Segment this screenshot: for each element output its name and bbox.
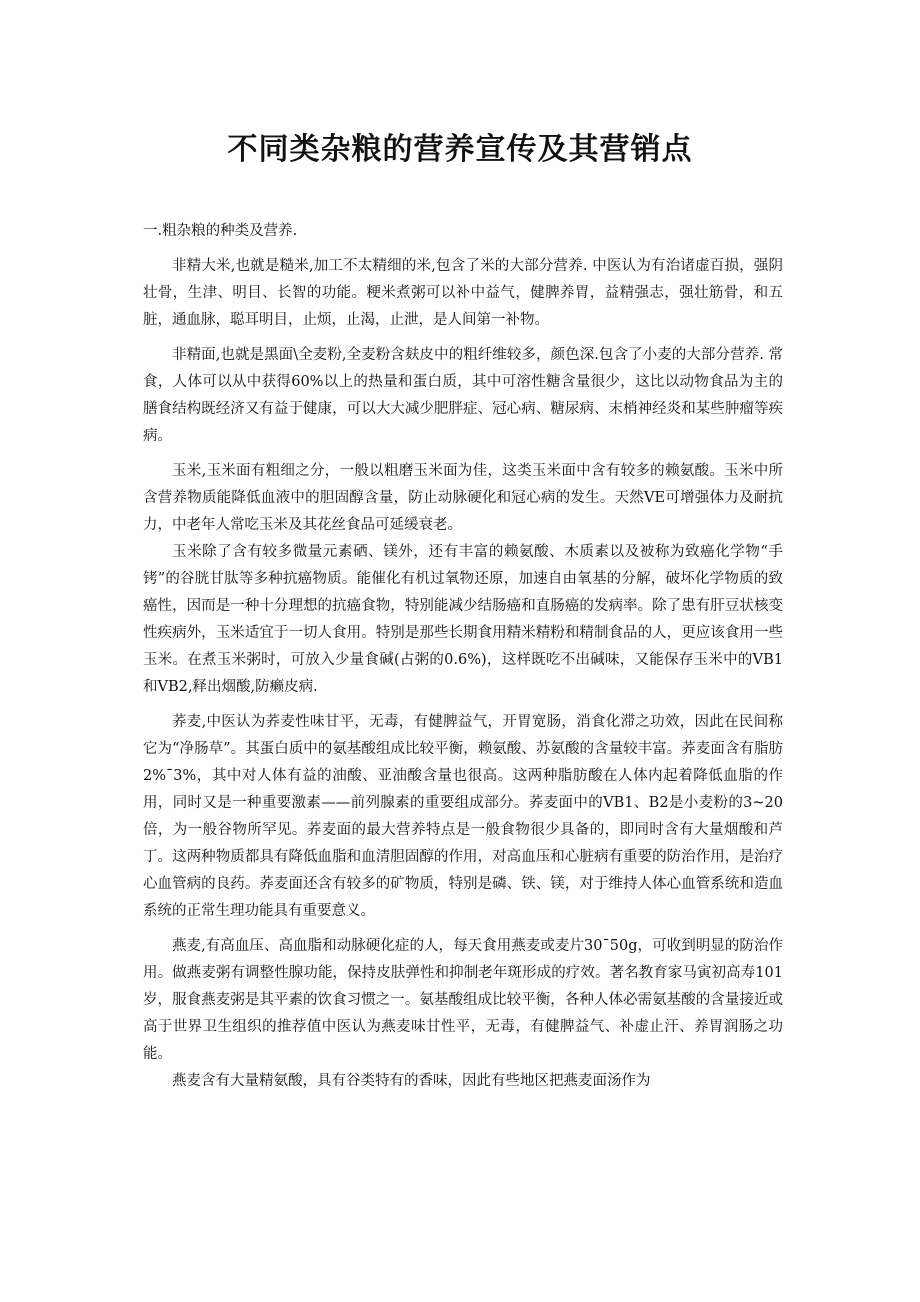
paragraph-whole-wheat: 非精面,也就是黑面\全麦粉,全麦粉含麸皮中的粗纤维较多，颜色深.包含了小麦的大部分营养. 常食，人体可以从中获得60%以上的热量和蛋白质，其中可溶性糖含量很少，这比以动物食品为主的膳食结构既经济又有益于健康，可以大大减少肥胖症、冠心病、糖尿病、末梢神经炎和某些肿瘤等疾病。 xyxy=(143,347,783,444)
paragraph-oats-continued: 燕麦含有大量精氨酸，具有谷类特有的香味，因此有些地区把燕麦面汤作为 xyxy=(172,1073,651,1089)
document-body xyxy=(143,218,783,1103)
section-heading: 一.粗杂粮的种类及营养. xyxy=(143,223,298,239)
paragraph-brown-rice: 非精大米,也就是糙米,加工不太精细的米,包含了米的大部分营养. 中医认为有治诸虚百损，强阴壮骨，生津、明目、长智的功能。粳米煮粥可以补中益气，健脾养胃，益精强志，强壮筋骨，和五脏，通血脉，聪耳明目，止烦，止渴，止泄，是人间第一补物。 xyxy=(143,258,783,328)
paragraph-oats: 燕麦,有高血压、高血脂和动脉硬化症的人，每天食用燕麦或麦片30¯50g，可收到明显的防治作用。做燕麦粥有调整性腺功能，保持皮肤弹性和抑制老年斑形成的疗效。著名教育家马寅初高寿101岁，服食燕麦粥是其平素的饮食习惯之一。氨基酸组成比较平衡，各种人体必需氨基酸的含量接近或高于世界卫生组织的推荐值中医认为燕麦味甘性平，无毒，有健脾益气、补虚止汗、养胃润肠之功能。 xyxy=(143,938,783,1062)
paragraph-buckwheat: 荞麦,中医认为荞麦性味甘平，无毒，有健脾益气，开胃宽肠，消食化滞之功效，因此在民间称它为“净肠草”。其蛋白质中的氨基酸组成比较平衡，赖氨酸、苏氨酸的含量较丰富。荞麦面含有脂肪2%¯3%，其中对人体有益的油酸、亚油酸含量也很高。这两种脂肪酸在人体内起着降低血脂的作用，同时又是一种重要激素——前列腺素的重要组成部分。荞麦面中的VB1、B2是小麦粉的3~20倍，为一般谷物所罕见。荞麦面的最大营养特点是一般食物很少具备的，即同时含有大量烟酸和芦丁。这两种物质都具有降低血脂和血清胆固醇的作用，对高血压和心脏病有重要的防治作用，是治疗心血管病的良药。荞麦面还含有较多的矿物质，特别是磷、铁、镁，对于维持人体心血管系统和造血系统的正常生理功能具有重要意义。 xyxy=(143,714,783,919)
document-title: 不同类杂粮的营养宣传及其营销点 xyxy=(227,132,693,167)
paragraph-corn-continued: 玉米除了含有较多微量元素硒、镁外，还有丰富的赖氨酸、木质素以及被称为致癌化学物“手铐”的谷胱甘肽等多种抗癌物质。能催化有机过氧物还原，加速自由氧基的分解，破坏化学物质的致癌性，因而是一种十分理想的抗癌食物，特别能减少结肠癌和直肠癌的发病率。除了患有肝豆状核变性疾病外，玉米适宜于一切人食用。特别是那些长期食用精米精粉和精制食品的人，更应该食用一些玉米。在煮玉米粥时，可放入少量食碱(占粥的0.6%)，这样既吃不出碱味，又能保存玉米中的VB1和VB2,释出烟酸,防癞皮病. xyxy=(143,544,783,695)
paragraph-corn: 玉米,玉米面有粗细之分，一般以粗磨玉米面为佳，这类玉米面中含有较多的赖氨酸。玉米中所含营养物质能降低血液中的胆固醇含量，防止动脉硬化和冠心病的发生。天然VE可增强体力及耐抗力，中老年人常吃玉米及其花丝食品可延缓衰老。 xyxy=(143,463,783,533)
